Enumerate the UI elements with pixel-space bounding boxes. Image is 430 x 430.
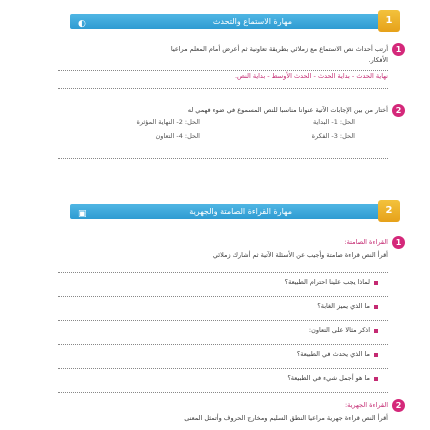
section-banner-reading <box>70 200 400 222</box>
answer-line <box>58 88 388 89</box>
question-text: أرتب أحداث نص الاستماع مع زملائي بطريقة تعاونية ثم أعرض أمام المعلم مراعيا <box>170 45 388 53</box>
answer-line <box>58 392 388 393</box>
bullet-square <box>374 353 378 357</box>
bullet-question: ما الذي يميز الغابة؟ <box>317 302 370 310</box>
ear-icon: ◐ <box>78 19 86 29</box>
bullet-square <box>374 377 378 381</box>
subsection-heading: القراءة الجهرية: <box>344 401 388 409</box>
answer-line <box>58 320 388 321</box>
bullet-square <box>374 329 378 333</box>
question-number: 2 <box>392 104 405 117</box>
answer-line <box>58 70 388 71</box>
section-number-badge: 2 <box>378 200 400 222</box>
answer-line <box>58 344 388 345</box>
question-number: 2 <box>392 399 405 412</box>
answer-line <box>58 158 388 159</box>
question-text-cont: الأفكار. <box>368 56 388 64</box>
question-text: أختار من بين الإجابات الآتية عنوانا مناسبا للنص المسموع في ضوء فهمي له <box>187 106 388 114</box>
choice-2[interactable]: الحل: 2- النهاية المؤثرة <box>136 118 200 126</box>
bullet-question: اذكر مثالا على التعاون: <box>308 326 370 334</box>
bullet-square <box>374 281 378 285</box>
subsection-heading: القراءة الصامتة: <box>344 238 388 246</box>
choice-3[interactable]: الحل: 3- الفكرة <box>311 132 355 140</box>
book-icon: ▣ <box>78 209 87 219</box>
answer-text: نهاية الحدث - بداية الحدث - الحدث الأوسط - بداية النص. <box>234 72 388 80</box>
answer-line <box>58 368 388 369</box>
bullet-question: لماذا يجب علينا احترام الطبيعة؟ <box>284 278 370 286</box>
bullet-question: ما هو أجمل شيء في الطبيعة؟ <box>287 374 370 382</box>
section-number-badge: 1 <box>378 10 400 32</box>
section-title: مهارة القراءة الصامتة والجهرية <box>189 207 292 216</box>
answer-line <box>58 272 388 273</box>
question-number: 1 <box>392 236 405 249</box>
bullet-square <box>374 305 378 309</box>
question-text: أقرأ النص قراءة جهرية مراعيا النطق السليم ومخارج الحروف وأتمثل المعنى <box>184 414 388 422</box>
bullet-question: ما الذي يحدث في الطبيعة؟ <box>296 350 370 358</box>
choice-4[interactable]: الحل: 4- التعاون <box>155 132 200 140</box>
question-number: 1 <box>392 43 405 56</box>
section-title-bar <box>70 204 382 219</box>
section-title-bar <box>70 14 382 29</box>
choice-1[interactable]: الحل: 1- البداية <box>313 118 355 126</box>
question-text: أقرأ النص قراءة صامتة وأجيب عن الأسئلة الآتية ثم أشارك زملائي <box>212 251 388 259</box>
section-banner-listening <box>70 10 400 32</box>
answer-line <box>58 296 388 297</box>
section-title: مهارة الاستماع والتحدث <box>212 17 292 26</box>
